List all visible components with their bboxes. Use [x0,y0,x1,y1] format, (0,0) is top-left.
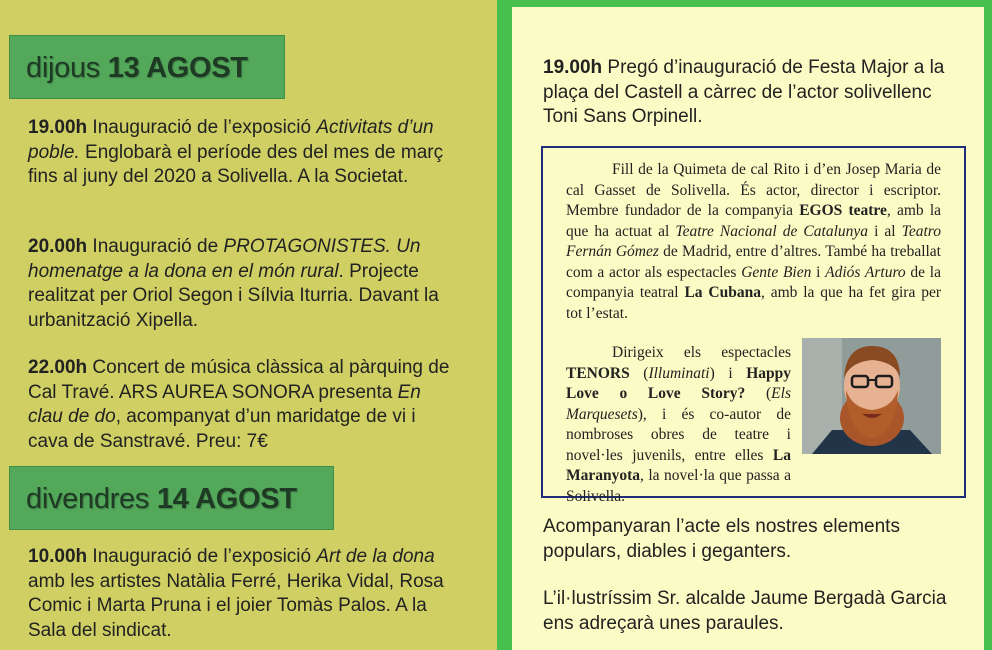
day-date: 14 AGOST [156,483,297,515]
event-paragraph: 19.00h Inauguració de l’exposició Activitats d’un poble. Englobarà el període des del mes de març fins al juny del 2020 a Solivella. A la Societat. [28,117,444,187]
event-paragraph: 20.00h Inauguració de PROTAGONISTES. Un homenatge a la dona en el món rural. Projecte realitzat per Oriol Segon i Sílvia Iturria. Davant la urbanització Xipella. [28,236,439,331]
actor-portrait-photo [802,338,941,454]
bio-paragraph: Dirigeix els espectacles TENORS (Illuminati) i Happy Love o Love Story? (Els Marquesets), i és co-autor de nombroses obres de teatre i novel·les juvenils, entre elles La Maranyota, la novel·la que passa a Solivella. [566,344,791,505]
event-time: 19.00h [28,117,88,138]
event-time: 20.00h [28,236,88,257]
closing-paragraph: Acompanyaran l’acte els nostres elements populars, diables i geganters. [543,516,900,562]
day-date: 13 AGOST [107,52,248,84]
closing-paragraph: L’il·lustríssim Sr. alcalde Jaume Bergadà Garcia ens adreçarà unes paraules. [543,588,947,634]
event-time: 19.00h [543,57,603,78]
day-header-thursday [9,35,285,99]
event-time: 10.00h [28,546,88,567]
event-paragraph: 10.00h Inauguració de l’exposició Art de la dona amb les artistes Natàlia Ferré, Herika Vidal, Rosa Comic i Marta Pruna i el joier Tomàs Palos. A la Sala del sindicat. [28,546,444,641]
bio-paragraph: Fill de la Quimeta de cal Rito i d’en Josep Maria de cal Gasset de Solivella. És actor, director i escriptor. Membre fundador de la companyia EGOS teatre, amb la que ha actuat al Teatre Nacional de Catalunya i al Teatro Fernán Gómez de Madrid, entre d’altres. També ha treballat com a actor als espectacles Gente Bien i Adiós Arturo de la companyia teatral La Cubana, amb la que ha fet gira per tot l’estat. [566,161,942,322]
day-name: dijous [26,52,100,84]
event-paragraph: 22.00h Concert de música clàssica al pàrquing de Cal Travé. ARS AUREA SONORA presenta En clau de do, acompanyat d’un maridatge de vi i cava de Sanstravé. Preu: 7€ [28,357,450,452]
day-header-friday [9,466,334,530]
event-time: 22.00h [28,357,88,378]
opening-speech-paragraph: 19.00h Pregó d’inauguració de Festa Major a la plaça del Castell a càrrec de l’actor solivellenc Toni Sans Orpinell. [543,57,945,127]
day-name: divendres [26,483,150,515]
